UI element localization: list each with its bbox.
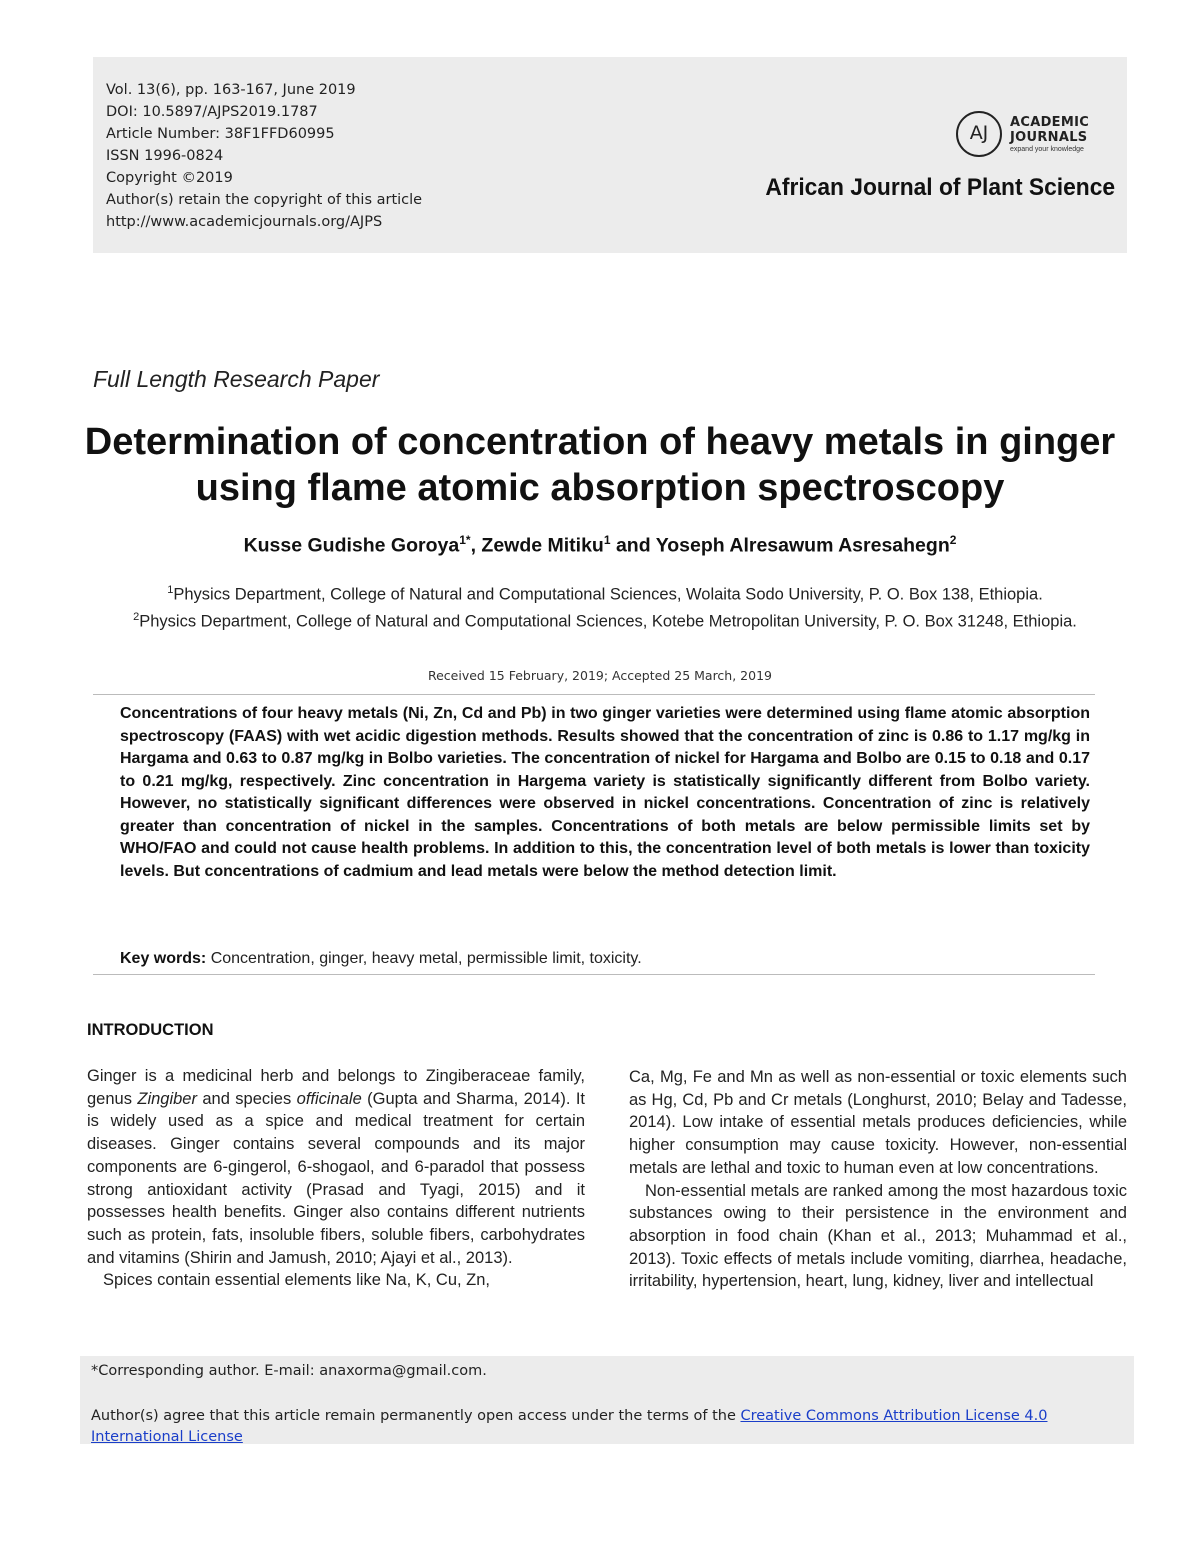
academic-journals-logo — [956, 111, 1116, 163]
paper-title: Determination of concentration of heavy metals in ginger using flame atomic absorption spectroscopy — [84, 421, 1116, 509]
affiliation-text: Physics Department, College of Natural and Computational Sciences, Wolaita Sodo University, P. O. Box 138, Ethiopia. — [173, 585, 1043, 604]
license-text: Author(s) agree that this article remain permanently open access under the terms of the — [91, 1408, 741, 1424]
issn: ISSN 1996-0824 — [106, 148, 224, 164]
logo-tagline: expand your knowledge — [1010, 146, 1084, 153]
affiliation-1 — [80, 579, 1130, 606]
affiliation-text: Physics Department, College of Natural and Computational Sciences, Kotebe Metropolitan University, P. O. Box 31248, Ethiopia. — [139, 612, 1077, 630]
logo-line-journals: JOURNALS — [1010, 130, 1088, 145]
genus-name: Zingiber — [137, 1089, 197, 1108]
corresponding-author: *Corresponding author. E-mail: anaxorma@gmail.com. — [91, 1363, 487, 1379]
affiliation-marker: 1 — [167, 584, 174, 596]
paper-type: Full Length Research Paper — [93, 366, 380, 392]
author-separator: and — [610, 534, 656, 557]
journal-name: African Journal of Plant Science — [765, 174, 1115, 201]
section-heading-introduction: INTRODUCTION — [87, 1021, 214, 1039]
abstract-bottom-rule — [93, 974, 1095, 975]
keywords-label: Key words: — [120, 950, 207, 967]
text-run: Ginger is a medicinal herb and belongs to Zingiberaceae family, genus — [87, 1067, 585, 1108]
journal-header — [93, 57, 1127, 253]
paragraph: Ca, Mg, Fe and Mn as well as non-essential or toxic elements such as Hg, Cd, Pb and Cr metals (Longhurst, 2010; Belay and Tadesse, 2014). Low intake of essential metals produces deficiencies, while higher consumption may cause toxicity. However, non-essential metals are lethal and toxic to human even at low concentrations. — [629, 1068, 1127, 1177]
abstract-top-rule — [93, 694, 1095, 695]
author-name: Kusse Gudishe Goroya — [243, 534, 460, 557]
author-name: Zewde Mitiku — [481, 534, 604, 557]
keywords-text: Concentration, ginger, heavy metal, permissible limit, toxicity. — [206, 950, 642, 967]
paragraph: Spices contain essential elements like Na, K, Cu, Zn, — [103, 1271, 491, 1290]
author-list — [60, 533, 1140, 558]
received-dates: Received 15 February, 2019; Accepted 25 March, 2019 — [427, 668, 772, 683]
article-number: Article Number: 38F1FFD60995 — [106, 126, 335, 142]
author-superscript: 1 — [603, 533, 611, 547]
license-statement — [91, 1406, 1121, 1448]
author-separator: , — [470, 534, 482, 557]
copyright: Copyright ©2019 — [106, 170, 233, 186]
author-superscript: 1* — [459, 533, 471, 547]
text-run: (Gupta and Sharma, 2014). It is widely used as a spice and medical treatment for certain diseases. Ginger contains several compounds and its major components are 6-gingerol, 6-shogaol, and 6-paradol that possess strong antioxidant activity (Prasad and Tyagi, 2015) and it possesses health benefits. Ginger also contains different nutrients such as protein, fats, insoluble fibers, soluble fibers, carbohydrates and vitamins (Shirin and Jamush, 2010; Ajayi et al., 2013). — [87, 1089, 585, 1267]
paragraph: Non-essential metals are ranked among the most hazardous toxic substances owing to their persistence in the environment and absorption in food chain (Khan et al., 2013; Muhammad et al., 2013). Toxic effects of metals include vomiting, diarrhea, headache, irritability, hypertension, heart, lung, kidney, liver and intellectual — [629, 1181, 1127, 1291]
doi[interactable]: DOI: 10.5897/AJPS2019.1787 — [106, 104, 318, 120]
species-name: officinale — [296, 1089, 362, 1108]
keywords — [120, 950, 1090, 968]
license-link[interactable]: Creative Commons Attribution License 4.0 International License — [91, 1408, 1048, 1445]
left-column — [87, 1065, 585, 1292]
affiliations — [80, 579, 1130, 632]
volume-info: Vol. 13(6), pp. 163-167, June 2019 — [106, 82, 356, 98]
abstract: Concentrations of four heavy metals (Ni, Zn, Cd and Pb) in two ginger varieties were determined using flame atomic absorption spectroscopy (FAAS) with wet acidic digestion methods. Results showed that the concentration of zinc is 0.86 to 1.17 mg/kg in Hargama and 0.63 to 0.87 mg/kg in Bolbo varieties. The concentration of nickel for Hargama and Bolbo are 0.15 to 0.18 and 0.17 to 0.21 mg/kg, respectively. Zinc concentration in Hargema variety is statistically significantly different from Bolbo variety. However, no statistically significant differences were observed in nickel concentrations. Concentration of zinc is relatively greater than concentration of nickel in the samples. Concentrations of both metals are below permissible limits set by WHO/FAO and could not cause health problems. In addition to this, the concentration level of both metals is lower than toxicity levels. But concentrations of cadmium and lead metals were below the method detection limit. — [120, 705, 1090, 880]
right-column — [629, 1066, 1127, 1293]
affiliation-2 — [80, 606, 1130, 633]
author-superscript: 2 — [949, 533, 957, 547]
logo-line-academic: ACADEMIC — [1010, 115, 1090, 130]
affiliation-marker: 2 — [133, 610, 140, 623]
journal-url[interactable]: http://www.academicjournals.org/AJPS — [106, 214, 383, 230]
logo-mark: AJ — [956, 111, 1002, 157]
copyright-note: Author(s) retain the copyright of this article — [106, 192, 423, 208]
footnote-box — [80, 1356, 1134, 1444]
text-run: and species — [196, 1089, 297, 1108]
paragraph — [87, 1065, 585, 1269]
article-meta — [106, 79, 422, 233]
author-name: Yoseph Alresawum Asresahegn — [655, 534, 950, 557]
